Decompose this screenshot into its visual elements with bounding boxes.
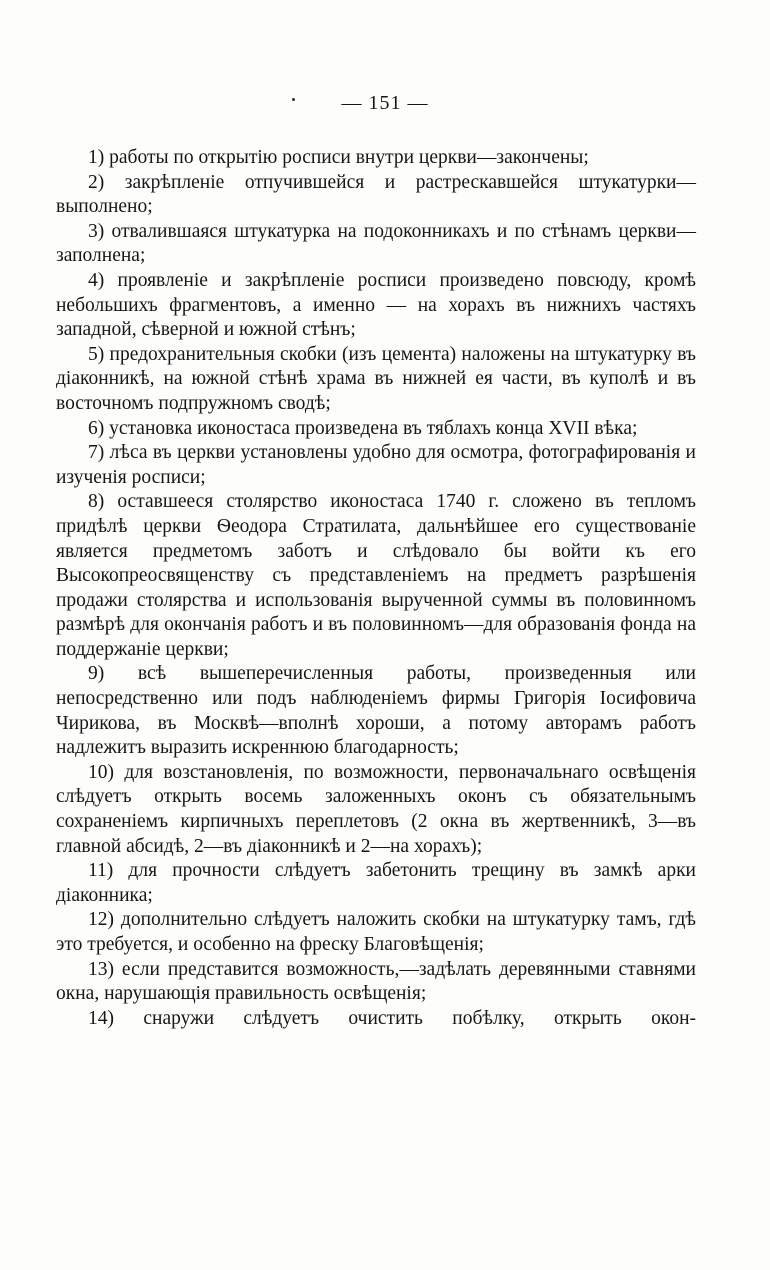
- paragraph: 3) отвалившаяся штукатурка на подоконникахъ и по стѣнамъ церкви—заполнена;: [56, 220, 696, 267]
- paragraph: 1) работы по открытію росписи внутри церкви—закончены;: [88, 147, 589, 168]
- paragraph: 10) для возстановленія, по возможности, первоначальнаго освѣщенія слѣдуетъ открыть восемь заложенныхъ оконъ съ обязательнымъ сохраненіемъ кирпичныхъ переплетовъ (2 окна въ жертвенникѣ, 3—въ главной абсидѣ, 2—въ діаконникѣ и 2—на хорахъ);: [56, 761, 696, 857]
- paragraph: 8) оставшееся столярство иконостаса 1740 г. сложено въ тепломъ придѣлѣ церкви Ѳеодора Стратилата, дальнѣйшее его существованіе является предметомъ заботъ и слѣдовало бы войти къ его Высокопреосвященству съ представленіемъ на предметъ разрѣшенія продажи столярства и использованія вырученной суммы въ половинномъ размѣрѣ для окончанія работъ и въ половинномъ—для образованія фонда на поддержаніе церкви;: [56, 491, 696, 660]
- paragraph: 14) снаружи слѣдуетъ очистить побѣлку, открыть окон-: [88, 1007, 696, 1029]
- paragraph: 9) всѣ вышеперечисленныя работы, произведенныя или непосредственно или подъ наблюденіемъ фирмы Григорія Іосифовича Чирикова, въ Москвѣ—вполнѣ хороши, а потому авторамъ работъ надлежитъ выразить искреннюю благодарность;: [56, 663, 696, 759]
- paragraph: 5) предохранительныя скобки (изъ цемента) наложены на штукатурку въ діаконникѣ, на южной стѣнѣ храма въ нижней ея части, въ куполѣ и въ восточномъ подпружномъ сводѣ;: [56, 343, 696, 414]
- paragraph: 7) лѣса въ церкви установлены удобно для осмотра, фотографированія и изученія росписи;: [56, 442, 696, 488]
- paragraph: 13) если представится возможность,—задѣлать деревянными ставнями окна, нарушающія правильность освѣщенія;: [56, 958, 696, 1005]
- body-text: [56, 146, 696, 1031]
- paragraph: 4) проявленіе и закрѣпленіе росписи произведено повсюду, кромѣ небольшихъ фрагментовъ, а именно — на хорахъ въ нижнихъ частяхъ западной, сѣверной и южной стѣнъ;: [56, 269, 696, 341]
- page-number: — 151 —: [341, 92, 429, 114]
- paragraph: 2) закрѣпленіе отпучившейся и растрескавшейся штукатурки—выполнено;: [56, 171, 696, 218]
- paragraph: 6) установка иконостаса произведена въ тяблахъ конца XVII вѣка;: [88, 417, 638, 439]
- paragraph: 11) для прочности слѣдуетъ забетонить трещину въ замкѣ арки діаконника;: [56, 860, 696, 906]
- paragraph: 12) дополнительно слѣдуетъ наложить скобки на штукатурку тамъ, гдѣ это требуется, и особенно на фреску Благовѣщенія;: [56, 909, 696, 955]
